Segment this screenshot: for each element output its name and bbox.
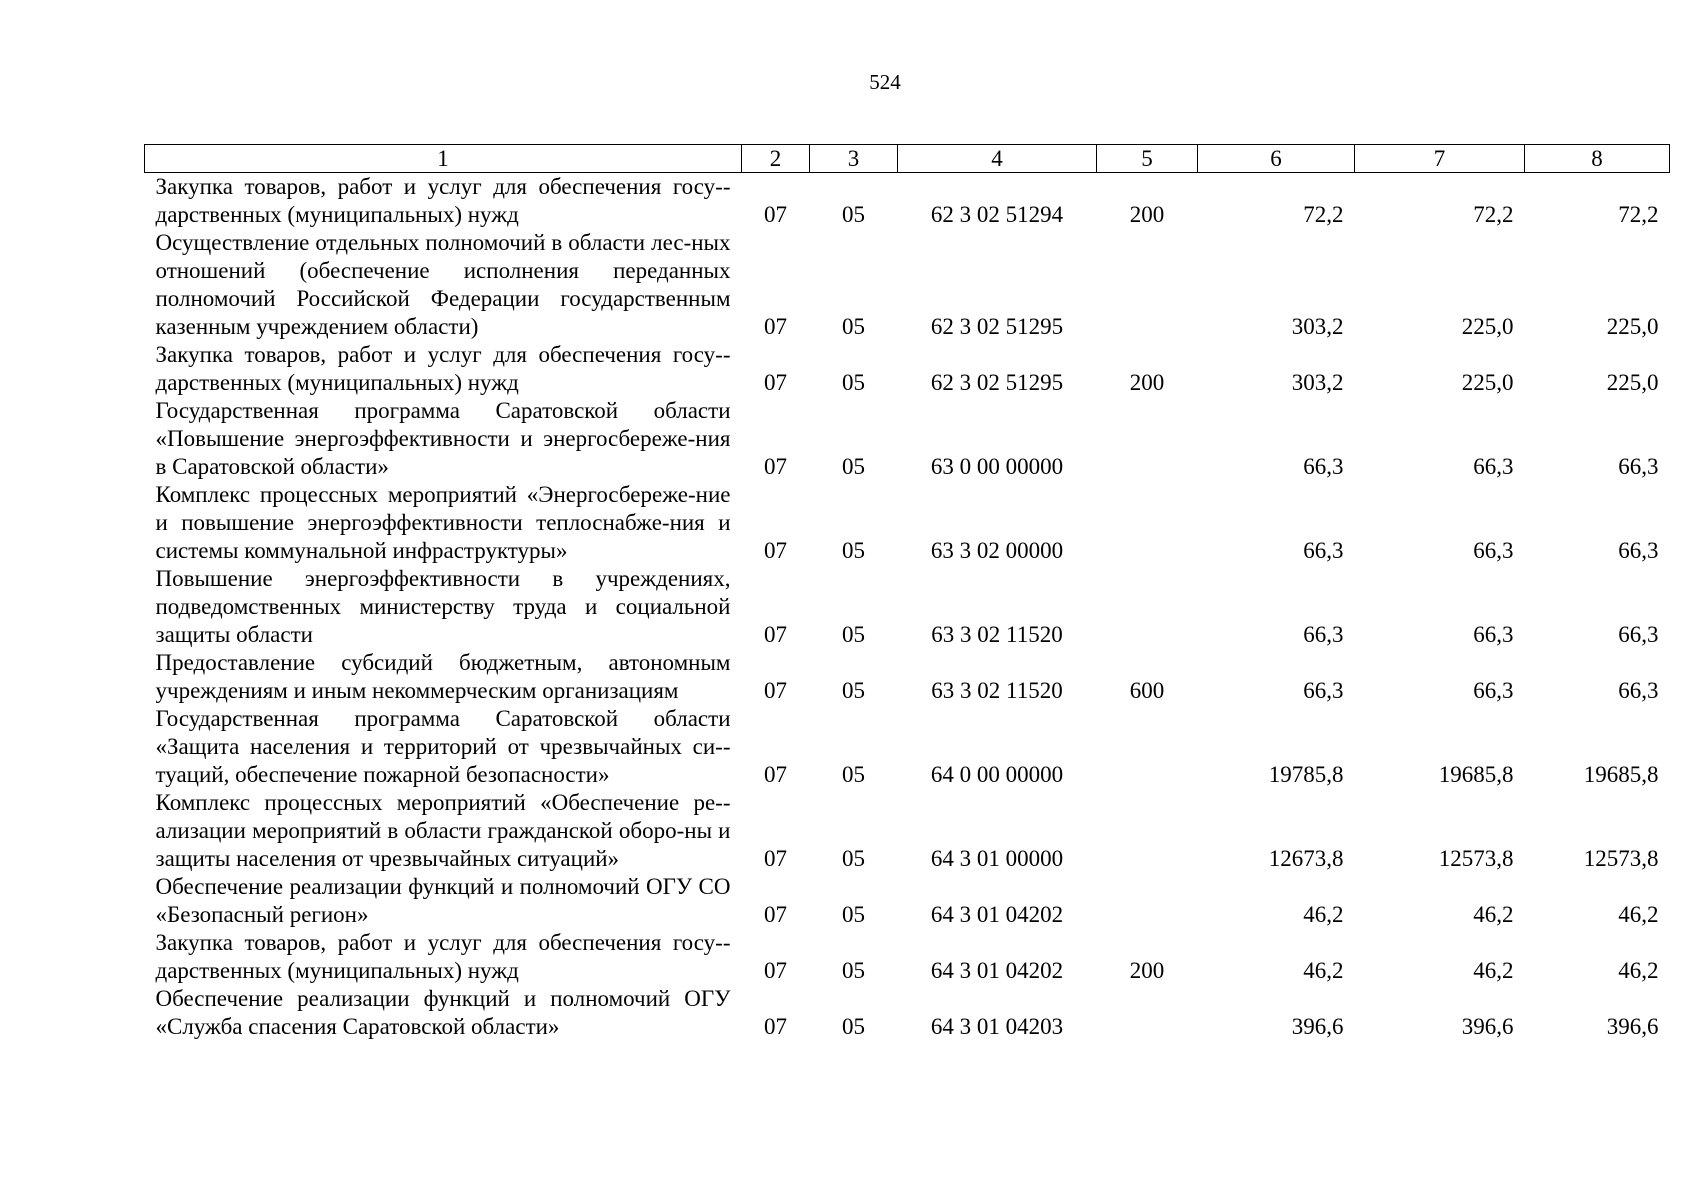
row-amount-6: 46,2 xyxy=(1303,958,1344,983)
row-expense-type: 200 xyxy=(1129,370,1165,395)
row-amount-8: 66,3 xyxy=(1618,678,1659,703)
table-row xyxy=(145,341,1670,397)
row-amount-6: 66,3 xyxy=(1303,622,1344,647)
row-expense-type xyxy=(1097,789,1198,873)
row-amount-7: 396,6 xyxy=(1461,1014,1514,1039)
row-section: 07 xyxy=(764,846,787,871)
row-section: 07 xyxy=(764,538,787,563)
column-header-5: 5 xyxy=(1097,145,1198,173)
row-expense-type xyxy=(1097,229,1198,341)
budget-table xyxy=(144,144,1670,1041)
table-row xyxy=(145,649,1670,705)
row-description: Комплекс процессных мероприятий «Обеспечение ре-ализации мероприятий в области гражданской оборо-ны и защиты населения от чрезвычайных ситуаций» xyxy=(155,790,731,871)
row-amount-7: 72,2 xyxy=(1473,202,1514,227)
row-subsection: 05 xyxy=(842,370,865,395)
row-description: Предоставление субсидий бюджетным, автономным учреждениям и иным некоммерческим организациям xyxy=(155,650,731,703)
row-description: Повышение энергоэффективности в учреждениях, подведомственных министерству труда и социальной защиты области xyxy=(155,566,731,647)
row-expense-type xyxy=(1097,565,1198,649)
row-subsection: 05 xyxy=(842,538,865,563)
row-target-code: 62 3 02 51295 xyxy=(930,370,1064,395)
row-description: Государственная программа Саратовской области «Защита населения и территорий от чрезвычайных си-туаций, обеспечение пожарной безопасности» xyxy=(155,706,731,787)
row-expense-type xyxy=(1097,397,1198,481)
row-amount-6: 303,2 xyxy=(1291,370,1344,395)
column-header-6: 6 xyxy=(1198,145,1355,173)
row-description: Государственная программа Саратовской области «Повышение энергоэффективности и энергосбереже-ния в Саратовской области» xyxy=(155,398,731,479)
row-amount-7: 12573,8 xyxy=(1438,846,1514,871)
row-amount-8: 66,3 xyxy=(1618,454,1659,479)
row-amount-7: 225,0 xyxy=(1461,370,1514,395)
row-expense-type xyxy=(1097,481,1198,565)
row-section: 07 xyxy=(764,202,787,227)
table-row xyxy=(145,929,1670,985)
row-amount-7: 46,2 xyxy=(1473,902,1514,927)
row-target-code: 64 3 01 04202 xyxy=(930,902,1064,927)
row-amount-6: 396,6 xyxy=(1291,1014,1344,1039)
page-number: 524 xyxy=(869,70,901,94)
row-description: Закупка товаров, работ и услуг для обеспечения госу-дарственных (муниципальных) нужд xyxy=(155,174,731,227)
row-section: 07 xyxy=(764,958,787,983)
row-target-code: 62 3 02 51295 xyxy=(930,314,1064,339)
column-header-1: 1 xyxy=(145,145,742,173)
row-amount-6: 66,3 xyxy=(1303,538,1344,563)
row-amount-7: 225,0 xyxy=(1461,314,1514,339)
column-header-2: 2 xyxy=(742,145,810,173)
table-row xyxy=(145,565,1670,649)
row-amount-8: 225,0 xyxy=(1606,314,1659,339)
row-amount-8: 225,0 xyxy=(1606,370,1659,395)
row-section: 07 xyxy=(764,314,787,339)
table-row xyxy=(145,397,1670,481)
row-expense-type xyxy=(1097,873,1198,929)
row-section: 07 xyxy=(764,762,787,787)
row-amount-8: 46,2 xyxy=(1618,958,1659,983)
row-target-code: 63 0 00 00000 xyxy=(930,454,1064,479)
row-target-code: 64 3 01 00000 xyxy=(930,846,1064,871)
row-target-code: 64 0 00 00000 xyxy=(930,762,1064,787)
row-amount-6: 303,2 xyxy=(1291,314,1344,339)
table-row xyxy=(145,873,1670,929)
row-description: Обеспечение реализации функций и полномочий ОГУ «Служба спасения Саратовской области» xyxy=(155,986,731,1039)
row-amount-8: 66,3 xyxy=(1618,622,1659,647)
row-amount-6: 19785,8 xyxy=(1268,762,1344,787)
row-amount-8: 396,6 xyxy=(1606,1014,1659,1039)
row-description: Закупка товаров, работ и услуг для обеспечения госу-дарственных (муниципальных) нужд xyxy=(155,930,731,983)
row-section: 07 xyxy=(764,454,787,479)
row-amount-6: 66,3 xyxy=(1303,454,1344,479)
table-row xyxy=(145,705,1670,789)
column-number-header-row xyxy=(145,145,1670,173)
row-section: 07 xyxy=(764,622,787,647)
row-amount-6: 72,2 xyxy=(1303,202,1344,227)
row-target-code: 63 3 02 11520 xyxy=(931,678,1063,703)
row-amount-6: 12673,8 xyxy=(1268,846,1344,871)
table-row xyxy=(145,173,1670,230)
row-description: Осуществление отдельных полномочий в области лес-ных отношений (обеспечение исполнения переданных полномочий Российской Федерации государственным казенным учреждением области) xyxy=(155,230,731,339)
row-amount-7: 19685,8 xyxy=(1438,762,1514,787)
table-row xyxy=(145,229,1670,341)
row-target-code: 63 3 02 00000 xyxy=(930,538,1064,563)
row-subsection: 05 xyxy=(842,622,865,647)
row-target-code: 62 3 02 51294 xyxy=(930,202,1064,227)
row-amount-8: 46,2 xyxy=(1618,902,1659,927)
row-subsection: 05 xyxy=(842,762,865,787)
column-header-7: 7 xyxy=(1355,145,1525,173)
row-section: 07 xyxy=(764,902,787,927)
column-header-4: 4 xyxy=(898,145,1097,173)
row-amount-8: 19685,8 xyxy=(1583,762,1659,787)
row-expense-type: 600 xyxy=(1129,678,1165,703)
row-description: Закупка товаров, работ и услуг для обеспечения госу-дарственных (муниципальных) нужд xyxy=(155,342,731,395)
row-expense-type: 200 xyxy=(1129,202,1165,227)
table-row xyxy=(145,789,1670,873)
row-amount-7: 46,2 xyxy=(1473,958,1514,983)
row-subsection: 05 xyxy=(842,958,865,983)
row-subsection: 05 xyxy=(842,454,865,479)
row-description: Обеспечение реализации функций и полномочий ОГУ СО «Безопасный регион» xyxy=(155,874,731,927)
row-subsection: 05 xyxy=(842,202,865,227)
row-expense-type xyxy=(1097,985,1198,1041)
column-header-3: 3 xyxy=(810,145,898,173)
row-expense-type: 200 xyxy=(1129,958,1165,983)
row-section: 07 xyxy=(764,678,787,703)
row-section: 07 xyxy=(764,1014,787,1039)
row-amount-7: 66,3 xyxy=(1473,538,1514,563)
table-row xyxy=(145,481,1670,565)
row-subsection: 05 xyxy=(842,678,865,703)
row-expense-type xyxy=(1097,705,1198,789)
row-amount-7: 66,3 xyxy=(1473,678,1514,703)
row-subsection: 05 xyxy=(842,902,865,927)
row-amount-7: 66,3 xyxy=(1473,454,1514,479)
column-header-8: 8 xyxy=(1525,145,1670,173)
row-subsection: 05 xyxy=(842,314,865,339)
row-section: 07 xyxy=(764,370,787,395)
row-amount-7: 66,3 xyxy=(1473,622,1514,647)
row-amount-8: 72,2 xyxy=(1618,202,1659,227)
row-amount-8: 12573,8 xyxy=(1583,846,1659,871)
row-target-code: 63 3 02 11520 xyxy=(931,622,1063,647)
row-amount-8: 66,3 xyxy=(1618,538,1659,563)
row-amount-6: 66,3 xyxy=(1303,678,1344,703)
table-body xyxy=(145,173,1670,1042)
table-row xyxy=(145,985,1670,1041)
row-subsection: 05 xyxy=(842,846,865,871)
row-description: Комплекс процессных мероприятий «Энергосбереже-ние и повышение энергоэффективности теплоснабже-ния и системы коммунальной инфраструктуры» xyxy=(155,482,731,563)
row-subsection: 05 xyxy=(842,1014,865,1039)
row-target-code: 64 3 01 04203 xyxy=(930,1014,1064,1039)
row-target-code: 64 3 01 04202 xyxy=(930,958,1064,983)
row-amount-6: 46,2 xyxy=(1303,902,1344,927)
